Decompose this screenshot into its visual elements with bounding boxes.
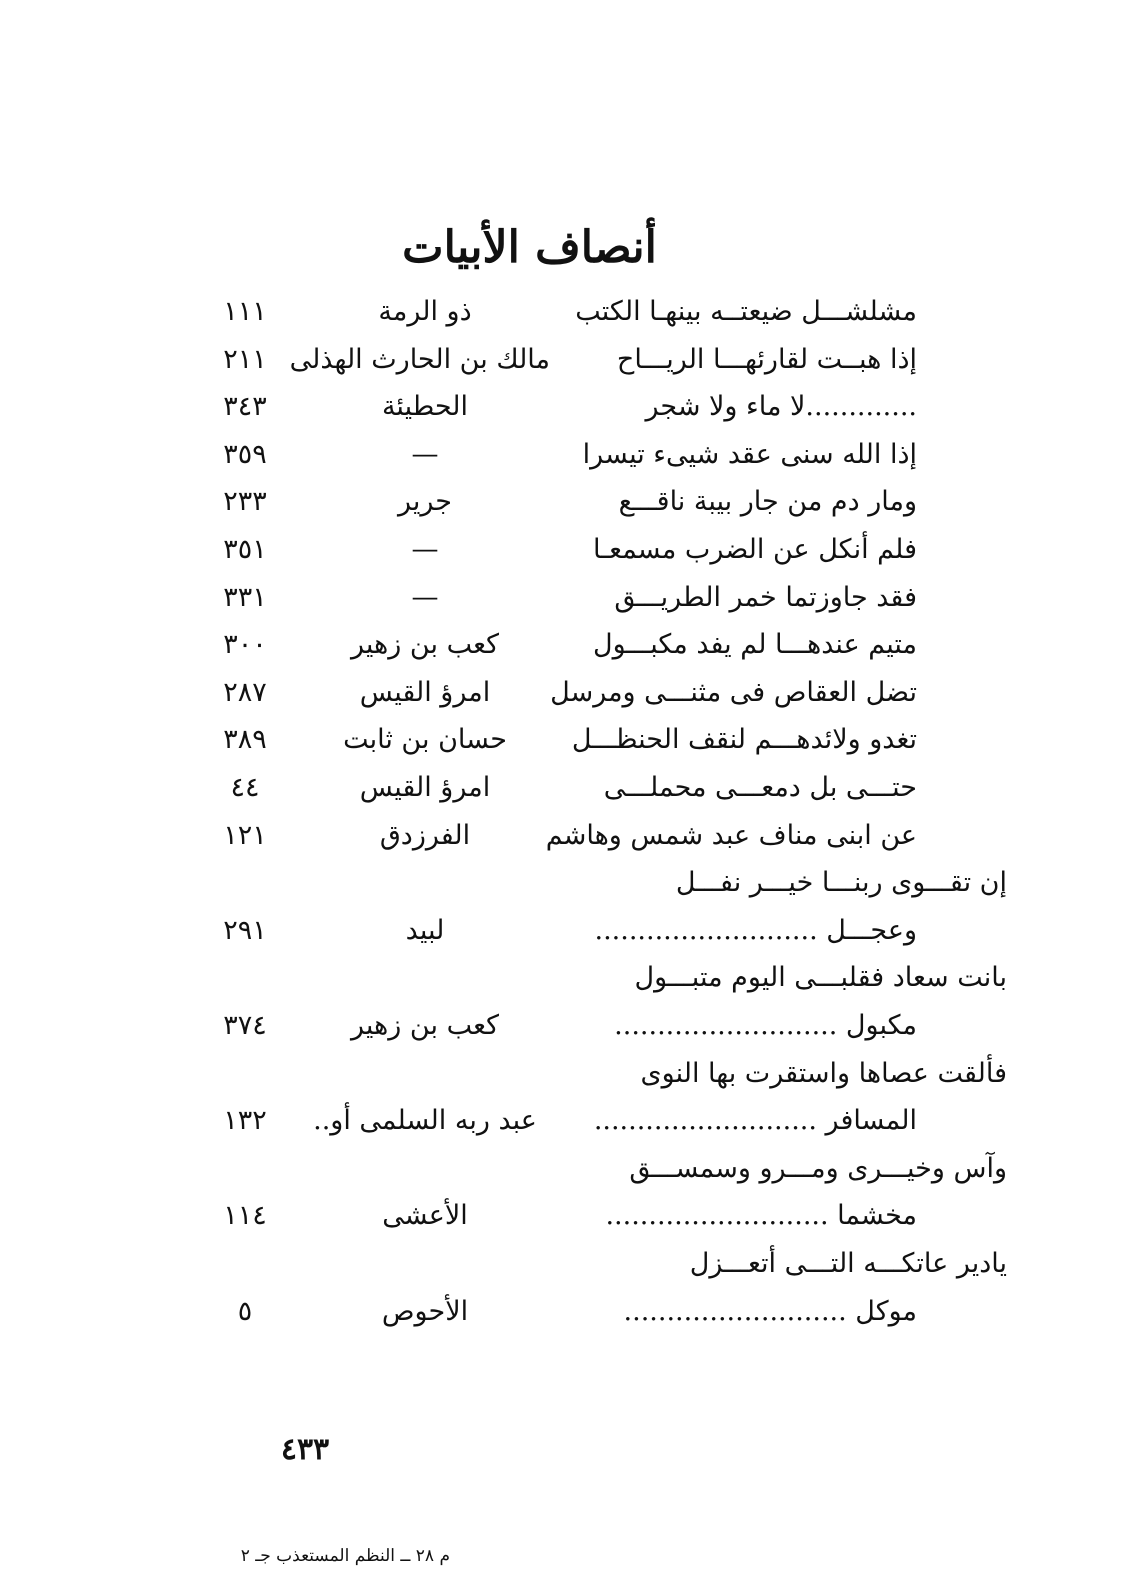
- verse-text: تضل العقاص فى مثنـــى ومرسل: [550, 677, 917, 708]
- poet-name: جرير: [398, 486, 452, 517]
- verse-text: إن تقـــوى ربنـــا خيـــر نفـــل: [675, 867, 1007, 898]
- page-reference: ٣٧٤: [223, 1010, 267, 1041]
- index-row: [0, 677, 1139, 721]
- verse-text: موكل ..........................: [623, 1296, 917, 1327]
- index-row: [0, 772, 1139, 816]
- index-row: [0, 1010, 1139, 1054]
- index-row: [0, 1200, 1139, 1244]
- page-reference: ٣٣١: [223, 582, 267, 613]
- page-reference: ٣٥٩: [223, 439, 267, 470]
- page-reference: ٢٨٧: [223, 677, 267, 708]
- poet-name: الأحوص: [381, 1296, 469, 1327]
- index-row: [0, 534, 1139, 578]
- book-footer: م ٢٨ ــ النظم المستعذب جـ ٢: [240, 1546, 450, 1566]
- verse-text: متيم عندهـــا لم يفد مكبـــول: [592, 629, 917, 660]
- page-reference: ١١١: [223, 296, 267, 327]
- page-reference: ١٢١: [223, 820, 267, 851]
- page-reference: ١٣٢: [223, 1105, 267, 1136]
- poet-name: —: [411, 582, 439, 613]
- page-reference: ٢٣٣: [223, 486, 267, 517]
- page-title: أنصاف الأبيات: [402, 222, 657, 273]
- index-row: [0, 867, 1139, 911]
- page-reference: ٣٠٠: [223, 629, 267, 660]
- index-row: [0, 296, 1139, 340]
- page-reference: ١١٤: [223, 1200, 267, 1231]
- page-reference: ٣٨٩: [223, 724, 267, 755]
- poet-name: كعب بن زهير: [351, 629, 499, 660]
- verse-text: إذا هبــت لقارئهـــا الريـــاح: [616, 344, 917, 375]
- poet-name: حسان بن ثابت: [343, 724, 507, 755]
- page-number: ٤٣٣: [280, 1432, 330, 1467]
- verse-text: وعجـــل ..........................: [594, 915, 917, 946]
- verse-text: إذا الله سنى عقد شيىء تيسرا: [582, 439, 917, 470]
- verse-text: وآس وخيـــرى ومـــرو وسمســـق: [629, 1153, 1007, 1184]
- poet-name: امرؤ القيس: [359, 772, 491, 803]
- index-row: [0, 1153, 1139, 1197]
- verse-text: يادير عاتكـــه التـــى أتعـــزل: [689, 1248, 1007, 1279]
- index-row: [0, 486, 1139, 530]
- poet-name: الأعشى: [382, 1200, 468, 1231]
- index-row: [0, 629, 1139, 673]
- poet-name: لبيد: [405, 915, 445, 946]
- verse-text: فألقت عصاها واستقرت بها النوى: [640, 1058, 1007, 1089]
- poet-name: ذو الرمة: [378, 296, 472, 327]
- index-row: [0, 820, 1139, 864]
- poet-name: الفرزدق: [379, 820, 471, 851]
- index-row: [0, 344, 1139, 388]
- poet-name: امرؤ القيس: [359, 677, 491, 708]
- index-row: [0, 391, 1139, 435]
- verse-text: حتـــى بل دمعـــى محملـــى: [603, 772, 917, 803]
- page-reference: ٢٩١: [223, 915, 267, 946]
- page-reference: ٤٤: [230, 772, 260, 803]
- index-row: [0, 1058, 1139, 1102]
- poet-name: عبد ربه السلمى أو..: [313, 1105, 537, 1136]
- verse-text: فقد جاوزتما خمر الطريـــق: [614, 582, 917, 613]
- verse-text: مكبول ..........................: [614, 1010, 917, 1041]
- page-reference: ٥: [237, 1296, 253, 1327]
- verse-text: تغدو ولائدهـــم لنقف الحنظـــل: [571, 724, 917, 755]
- verse-text: مشلشـــل ضيعتــه بينهـا الكتب: [575, 296, 917, 327]
- verse-text: مخشما ..........................: [605, 1200, 917, 1231]
- verse-text: .............لا ماء ولا شجر: [645, 391, 917, 422]
- index-row: [0, 582, 1139, 626]
- verse-text: المسافر ..........................: [593, 1105, 917, 1136]
- verse-text: عن ابنى مناف عبد شمس وهاشم: [545, 820, 917, 851]
- index-row: [0, 1296, 1139, 1340]
- index-row: [0, 724, 1139, 768]
- poet-name: كعب بن زهير: [351, 1010, 499, 1041]
- index-row: [0, 915, 1139, 959]
- index-row: [0, 1248, 1139, 1292]
- poet-name: مالك بن الحارث الهذلى: [289, 344, 550, 375]
- page-reference: ٣٤٣: [223, 391, 267, 422]
- index-row: [0, 962, 1139, 1006]
- page-reference: ٢١١: [223, 344, 267, 375]
- verse-text: فلم أنكل عن الضرب مسمعـا: [593, 534, 917, 565]
- verse-text: ومار دم من جار بيبة ناقـــع: [618, 486, 917, 517]
- poet-name: —: [411, 439, 439, 470]
- poet-name: —: [411, 534, 439, 565]
- page-reference: ٣٥١: [223, 534, 267, 565]
- verse-text: بانت سعاد فقلبـــى اليوم متبـــول: [634, 962, 1007, 993]
- poet-name: الحطيئة: [381, 391, 469, 422]
- index-row: [0, 439, 1139, 483]
- index-row: [0, 1105, 1139, 1149]
